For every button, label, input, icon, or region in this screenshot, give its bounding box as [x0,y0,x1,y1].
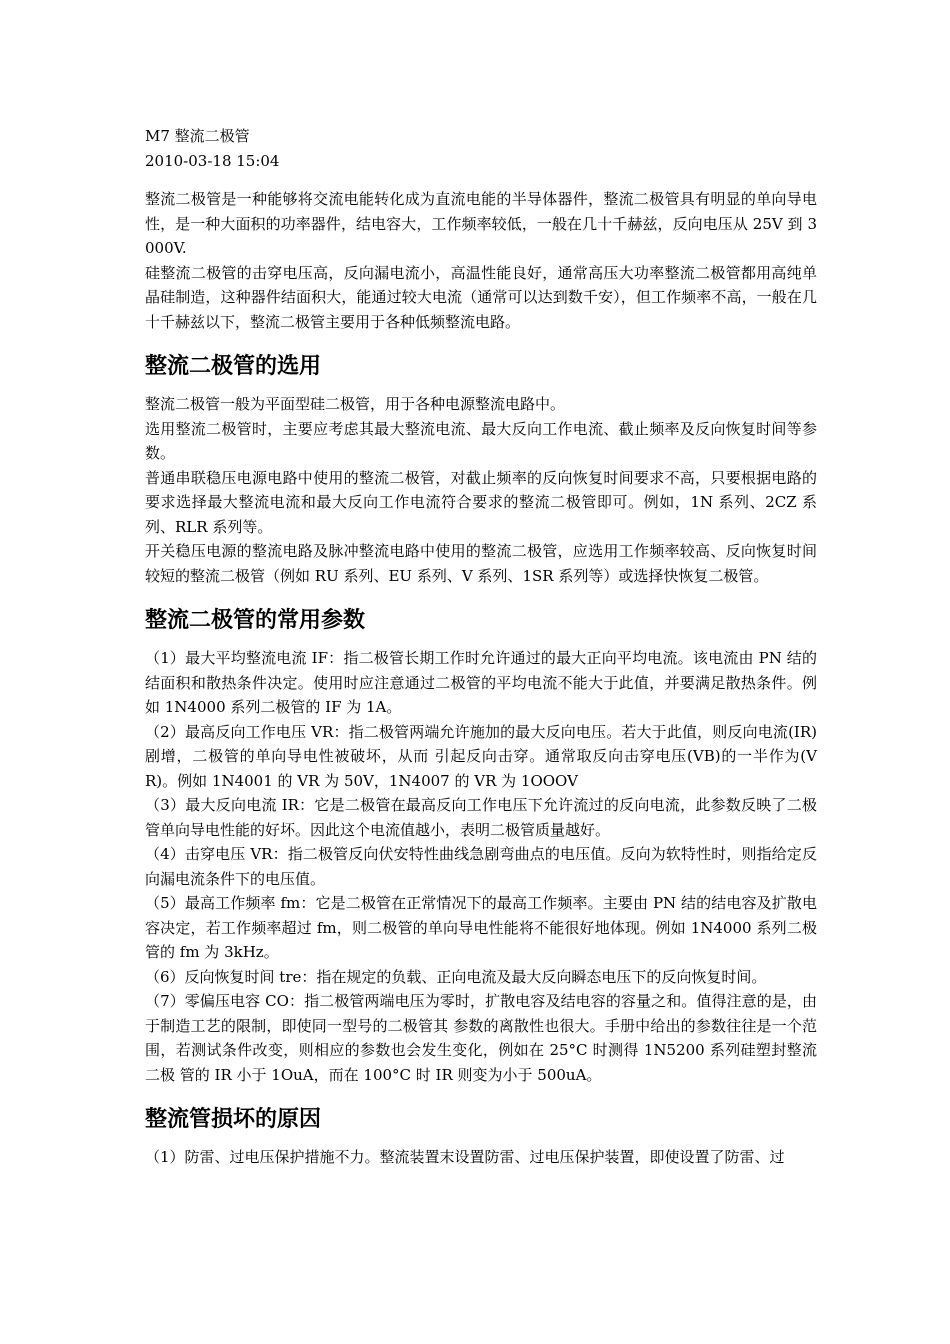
section-paragraph: 整流二极管一般为平面型硅二极管，用于各种电源整流电路中。 [145,395,566,413]
section-paragraph: 选用整流二极管时，主要应考虑其最大整流电流、最大反向工作电流、截止频率及反向恢复时间等参数。 [145,419,817,462]
section-paragraph: （6）反向恢复时间 tre：指在规定的负载、正向电流及最大反向瞬态电压下的反向恢复时间。 [145,967,767,986]
section-paragraph: （2）最高反向工作电压 VR：指二极管两端允许施加的最大反向电压。若大于此值，则反向电流(IR)剧增，二极管的单向导电性被破坏，从而 引起反向击穿。通常取反向击穿电压(VB)的一半作为(VR)。例如 1N4001 的 VR 为 50V，1N4007 的 VR 为 1OOOV [145,722,817,790]
section-parameters [145,606,817,1087]
section-heading: 整流二极管的选用 [145,354,322,379]
intro-paragraph: 整流二极管是一种能够将交流电能转化成为直流电能的半导体器件，整流二极管具有明显的单向导电性，是一种大面积的功率器件，结电容大，工作频率较低，一般在几十千赫兹，反向电压从 25V 到 3000V. [145,190,817,257]
section-paragraph: 普通串联稳压电源电路中使用的整流二极管，对截止频率的反向恢复时间要求不高，只要根据电路的要求选择最大整流电流和最大反向工作电流符合要求的整流二极管即可。例如，1N 系列、2CZ 系列、RLR 系列等。 [145,468,817,536]
section-paragraph: （1）最大平均整流电流 IF：指二极管长期工作时允许通过的最大正向平均电流。该电流由 PN 结的结面积和散热条件决定。使用时应注意通过二极管的平均电流不能大于此值，并要满足散热条件。例如 1N4000 系列二极管的 IF 为 1A。 [145,649,817,716]
intro-section [145,187,817,334]
intro-paragraph: 硅整流二极管的击穿电压高，反向漏电流小，高温性能良好，通常高压大功率整流二极管都用高纯单晶硅制造，这种器件结面积大，能通过较大电流（通常可以达到数千安），但工作频率不高，一般在几十千赫兹以下，整流二极管主要用于各种低频整流电路。 [145,263,817,331]
section-paragraph: （4）击穿电压 VR：指二极管反向伏安特性曲线急剧弯曲点的电压值。反向为软特性时，则指给定反向漏电流条件下的电压值。 [145,845,817,888]
document-meta [145,124,817,173]
section-paragraph: 开关稳压电源的整流电路及脉冲整流电路中使用的整流二极管，应选用工作频率较高、反向恢复时间较短的整流二极管（例如 RU 系列、EU 系列、V 系列、1SR 系列等）或选择快恢复二极管。 [145,542,817,585]
section-heading: 整流管损坏的原因 [145,1107,322,1132]
document-date: 2010-03-18 15:04 [145,151,280,170]
section-selection [145,352,817,588]
section-paragraph: （3）最大反向电流 IR：它是二极管在最高反向工作电压下允许流过的反向电流，此参数反映了二极管单向导电性能的好坏。因此这个电流值越小，表明二极管质量越好。 [145,796,817,839]
section-paragraph: （7）零偏压电容 CO：指二极管两端电压为零时，扩散电容及结电容的容量之和。值得注意的是，由于制造工艺的限制，即使同一型号的二极管其 参数的离散性也很大。手册中给出的参数往往是一个范围，若测试条件改变，则相应的参数也会发生变化，例如在 25°C 时测得 1N5200 系列硅塑封整流二极 管的 IR 小于 1OuA，而在 100°C 时 IR 则变为小于 500uA。 [145,992,817,1084]
section-damage-causes [145,1105,817,1170]
document-page [145,124,817,1170]
section-paragraph: （1）防雷、过电压保护措施不力。整流装置末设置防雷、过电压保护装置，即使设置了防雷、过 [145,1148,785,1166]
document-title: M7 整流二极管 [145,127,250,145]
section-paragraph: （5）最高工作频率 fm：它是二极管在正常情况下的最高工作频率。主要由 PN 结的结电容及扩散电容决定，若工作频率超过 fm，则二极管的单向导电性能将不能很好地体现。例如 1N4000 系列二极管的 fm 为 3kHz。 [145,894,817,961]
section-heading: 整流二极管的常用参数 [145,608,366,633]
